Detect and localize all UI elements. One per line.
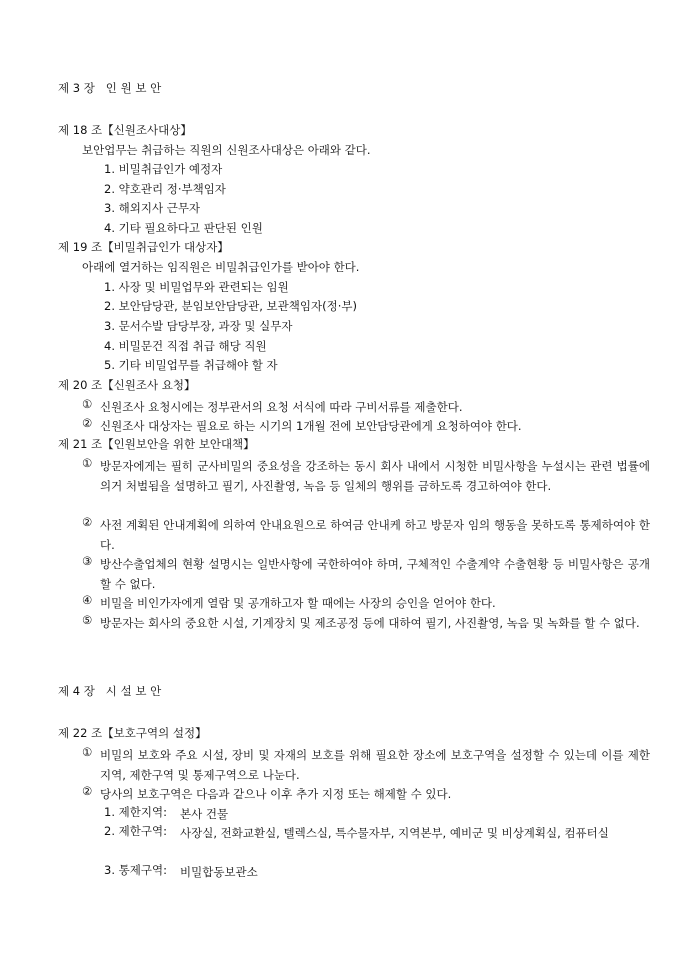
clause-text: 비밀을 비인가자에게 열람 및 공개하고자 할 때에는 사장의 승인을 얻어야 한다.: [100, 596, 496, 610]
zone-label: 3. 통제구역:: [104, 863, 167, 877]
article-20-heading: 제 20 조【신원조사 요청】: [58, 378, 196, 392]
clause-text: 방산수출업체의 현황 설명시는 일반사항에 국한하여야 하며, 구체적인 수출계약 수출현황 등 비밀사항은 공개할 수 없다.: [100, 557, 650, 591]
clause-number: ②: [82, 416, 93, 430]
zone-value: 본사 건물: [180, 807, 229, 821]
clause-number: ①: [82, 745, 93, 759]
clause-text: 방문자는 회사의 중요한 시설, 기계장치 및 제조공정 등에 대하여 필기, 사진촬영, 녹음 및 녹화를 할 수 없다.: [100, 616, 640, 630]
list-item: 5. 기타 비밀업무를 취급해야 할 자: [104, 358, 278, 372]
clause-number: ③: [82, 554, 93, 568]
zone-label: 2. 제한구역:: [104, 824, 167, 838]
clause-text: 신원조사 대상자는 필요로 하는 시기의 1개월 전에 보안담당관에게 요청하여야 한다.: [100, 419, 522, 433]
clause-text: 신원조사 요청시에는 정부관서의 요청 서식에 따라 구비서류를 제출한다.: [100, 400, 463, 414]
list-item: 1. 사장 및 비밀업무와 관련되는 임원: [104, 280, 289, 294]
article-18-heading: 제 18 조【신원조사대상】: [58, 123, 192, 137]
list-item: 1. 비밀취급인가 예정자: [104, 162, 223, 176]
list-item: 3. 문서수발 담당부장, 과장 및 실무자: [104, 319, 293, 333]
zone-label: 1. 제한지역:: [104, 805, 167, 819]
article-21-heading: 제 21 조【인원보안을 위한 보안대책】: [58, 437, 255, 451]
zone-value: 비밀합동보관소: [180, 865, 258, 879]
article-18-intro: 보안업무는 취급하는 직원의 신원조사대상은 아래와 같다.: [82, 143, 371, 157]
article-19-heading: 제 19 조【비밀취급인가 대상자】: [58, 240, 229, 254]
list-item: 4. 기타 필요하다고 판단된 인원: [104, 221, 263, 235]
chapter-3-title: 제 3 장 인 원 보 안: [58, 81, 162, 95]
clause-text: 사전 계획된 안내계획에 의하여 안내요원으로 하여금 안내케 하고 방문자 임의 행동을 못하도록 통제하여야 한다.: [100, 518, 650, 552]
article-22-heading: 제 22 조【보호구역의 설정】: [58, 726, 207, 740]
list-item: 2. 보안담당관, 분임보안담당관, 보관책임자(정·부): [104, 299, 357, 313]
clause-text: 비밀의 보호와 주요 시설, 장비 및 자재의 보호를 위해 필요한 장소에 보호구역을 설정할 수 있는데 이를 제한지역, 제한구역 및 통제구역으로 나눈다.: [100, 748, 650, 782]
clause-number: ①: [82, 456, 93, 470]
list-item: 2. 약호관리 정·부책임자: [104, 182, 226, 196]
article-19-intro: 아래에 열거하는 임직원은 비밀취급인가를 받아야 한다.: [82, 260, 360, 274]
clause-text: 당사의 보호구역은 다음과 같으나 이후 추가 지정 또는 해제할 수 있다.: [100, 787, 452, 801]
clause-text: 방문자에게는 필히 군사비밀의 중요성을 강조하는 동시 회사 내에서 시청한 비밀사항을 누설시는 관련 법률에 의거 처벌됨을 설명하고 필기, 사진촬영, 녹음 등 일체의 행위를 금하도록 경고하여야 한다.: [100, 459, 650, 493]
list-item: 3. 해외지사 근무자: [104, 201, 201, 215]
clause-number: ⑤: [82, 613, 93, 627]
zone-value: 사장실, 전화교환실, 텔렉스실, 특수물자부, 지역본부, 예비군 및 비상계획실, 컴퓨터실: [180, 826, 609, 840]
chapter-4-title: 제 4 장 시 설 보 안: [58, 684, 162, 698]
clause-number: ①: [82, 397, 93, 411]
clause-number: ②: [82, 784, 93, 798]
list-item: 4. 비밀문건 직접 취급 해당 직원: [104, 339, 267, 353]
clause-number: ②: [82, 515, 93, 529]
clause-number: ④: [82, 593, 93, 607]
